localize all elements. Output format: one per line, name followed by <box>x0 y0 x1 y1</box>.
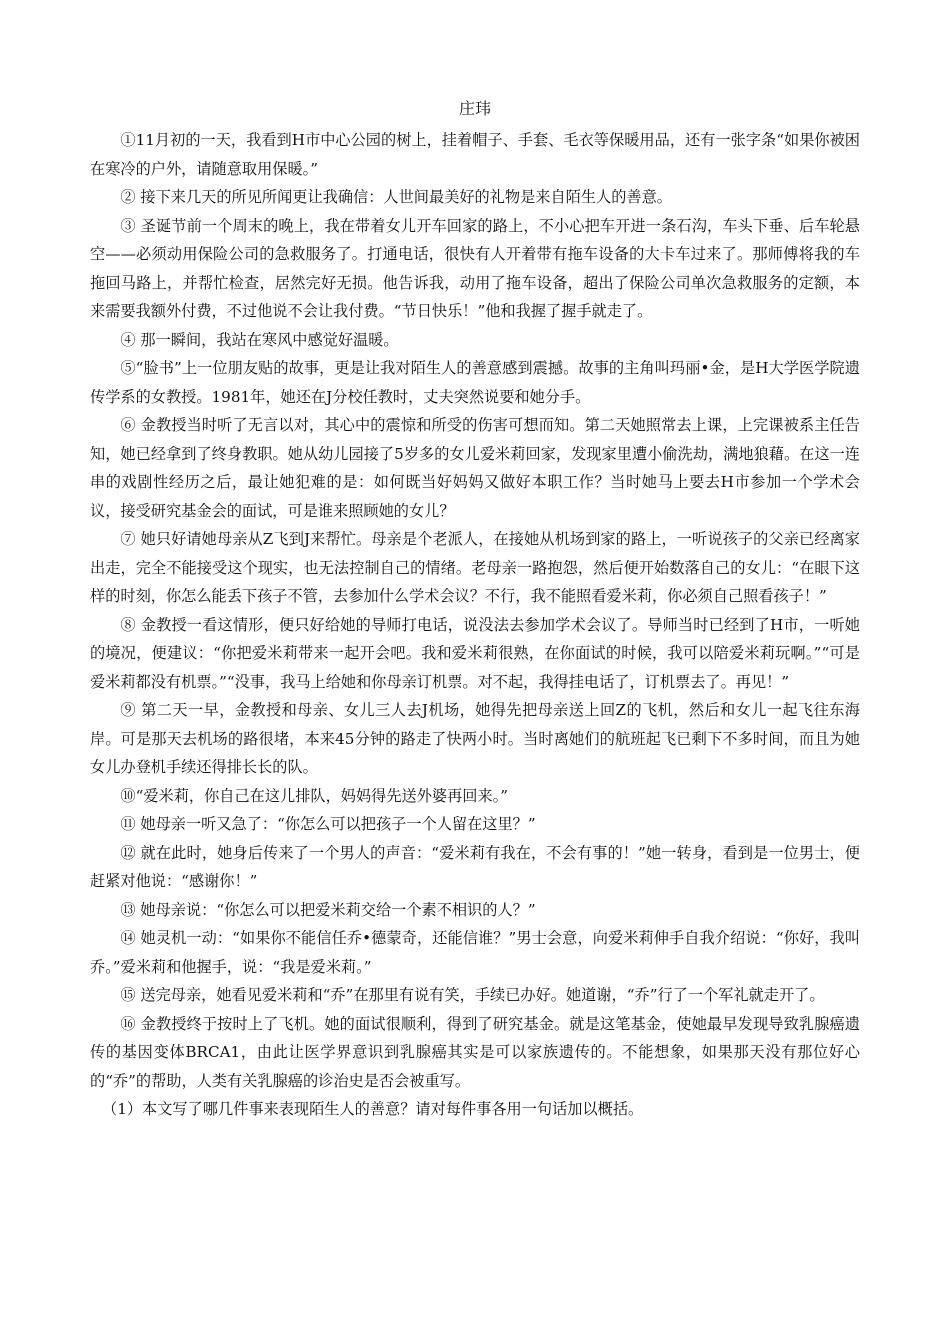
paragraph-2: ② 接下来几天的所见所闻更让我确信：人世间最美好的礼物是来自陌生人的善意。 <box>120 188 672 206</box>
paragraph-9: ⑨ 第二天一早，金教授和母亲、女儿三人去J机场，她得先把母亲送上回Z的飞机，然后和女儿一起飞往东海岸。可是那天去机场的路很堵，本来45分钟的路走了快两小时。当时离她们的航班起飞已剩下不多时间，而且为她女儿办登机手续还得排长长的队。 <box>90 701 860 776</box>
paragraph-8: ⑧ 金教授一看这情形，便只好给她的导师打电话，说没法去参加学术会议了。导师当时已经到了H市，一听她的境况，便建议：“你把爱米莉带来一起开会吧。我和爱米莉很熟，在你面试的时候，我可以陪爱米莉玩啊。”“可是爱米莉都没有机票。”“没事，我马上给她和你母亲订机票。对不起，我得挂电话了，订机票去了。再见！” <box>90 615 860 691</box>
paragraph-7: ⑦ 她只好请她母亲从Z飞到J来帮忙。母亲是个老派人，在接她从机场到家的路上，一听说孩子的父亲已经离家出走，完全不能接受这个现实，也无法控制自己的情绪。老母亲一路抱怨，然后便开始数落自己的女儿：“在眼下这样的时刻，你怎么能丢下孩子不管，去参加什么学术会议？不行，我不能照看爱米莉，你必须自己照看孩子！” <box>90 530 860 605</box>
paragraph-11: ⑪ 她母亲一听又急了：“你怎么可以把孩子一个人留在这里？” <box>120 815 536 833</box>
author-title: 庄玮 <box>458 99 491 118</box>
question-1: （1）本文写了哪几件事来表现陌生人的善意？请对每件事各用一句话加以概括。 <box>102 1100 644 1118</box>
document-page <box>90 96 860 1124</box>
paragraph-14: ⑭ 她灵机一动：“如果你不能信任乔•德蒙奇，还能信谁？”男士会意，向爱米莉伸手自我介绍说：“你好，我叫乔。”爱米莉和他握手，说：“我是爱米莉。” <box>90 929 860 976</box>
paragraph-1: ①11月初的一天，我看到H市中心公园的树上，挂着帽子、手套、毛衣等保暖用品，还有一张字条“如果你被困在寒冷的户外，请随意取用保暖。” <box>90 131 860 178</box>
paragraph-13: ⑬ 她母亲说：“你怎么可以把爱米莉交给一个素不相识的人？” <box>120 900 536 919</box>
paragraph-5: ⑤“脸书”上一位朋友贴的故事，更是让我对陌生人的善意感到震撼。故事的主角叫玛丽•金，是H大学医学院遗传学系的女教授。1981年，她还在J分校任教时，丈夫突然说要和她分手。 <box>90 359 860 406</box>
paragraph-10: ⑩“爱米莉，你自己在这儿排队，妈妈得先送外婆再回来。” <box>120 786 509 805</box>
paragraph-15: ⑮ 送完母亲，她看见爱米莉和“乔”在那里有说有笑，手续已办好。她道谢，“乔”行了一个军礼就走开了。 <box>120 986 825 1004</box>
paragraph-16: ⑯ 金教授终于按时上了飞机。她的面试很顺利，得到了研究基金。就是这笔基金，使她最早发现导致乳腺癌遗传的基因变体BRCA1，由此让医学界意识到乳腺癌其实是可以家族遗传的。不能想象，如果那天没有那位好心的“乔”的帮助，人类有关乳腺癌的诊治史是否会被重写。 <box>90 1014 860 1090</box>
paragraph-6: ⑥ 金教授当时听了无言以对，其心中的震惊和所受的伤害可想而知。第二天她照常去上课，上完课被系主任告知，她已经拿到了终身教职。她从幼儿园接了5岁多的女儿爱米莉回家，发现家里遭小偷洗劫，满地狼藉。在这一连串的戏剧性经历之后，最让她犯难的是：如何既当好妈妈又做好本职工作？当时她马上要去H市参加一个学术会议，接受研究基金会的面试，可是谁来照顾她的女儿？ <box>90 416 860 520</box>
paragraph-12: ⑫ 就在此时，她身后传来了一个男人的声音：“爱米莉有我在，不会有事的！”她一转身，看到是一位男士，便赶紧对他说：“感谢你！” <box>90 843 860 890</box>
paragraph-3: ③ 圣诞节前一个周末的晚上，我在带着女儿开车回家的路上，不小心把车开进一条石沟，车头下垂、后车轮悬空——必须动用保险公司的急救服务了。打通电话，很快有人开着带有拖车设备的大卡车过来了。那师傅将我的车拖回马路上，并帮忙检查，居然完好无损。他告诉我，动用了拖车设备，超出了保险公司单次急救服务的定额，本来需要我额外付费，不过他说不会让我付费。“节日快乐！”他和我握了握手就走了。 <box>90 216 860 320</box>
paragraph-4: ④ 那一瞬间，我站在寒风中感觉好温暖。 <box>120 330 399 349</box>
